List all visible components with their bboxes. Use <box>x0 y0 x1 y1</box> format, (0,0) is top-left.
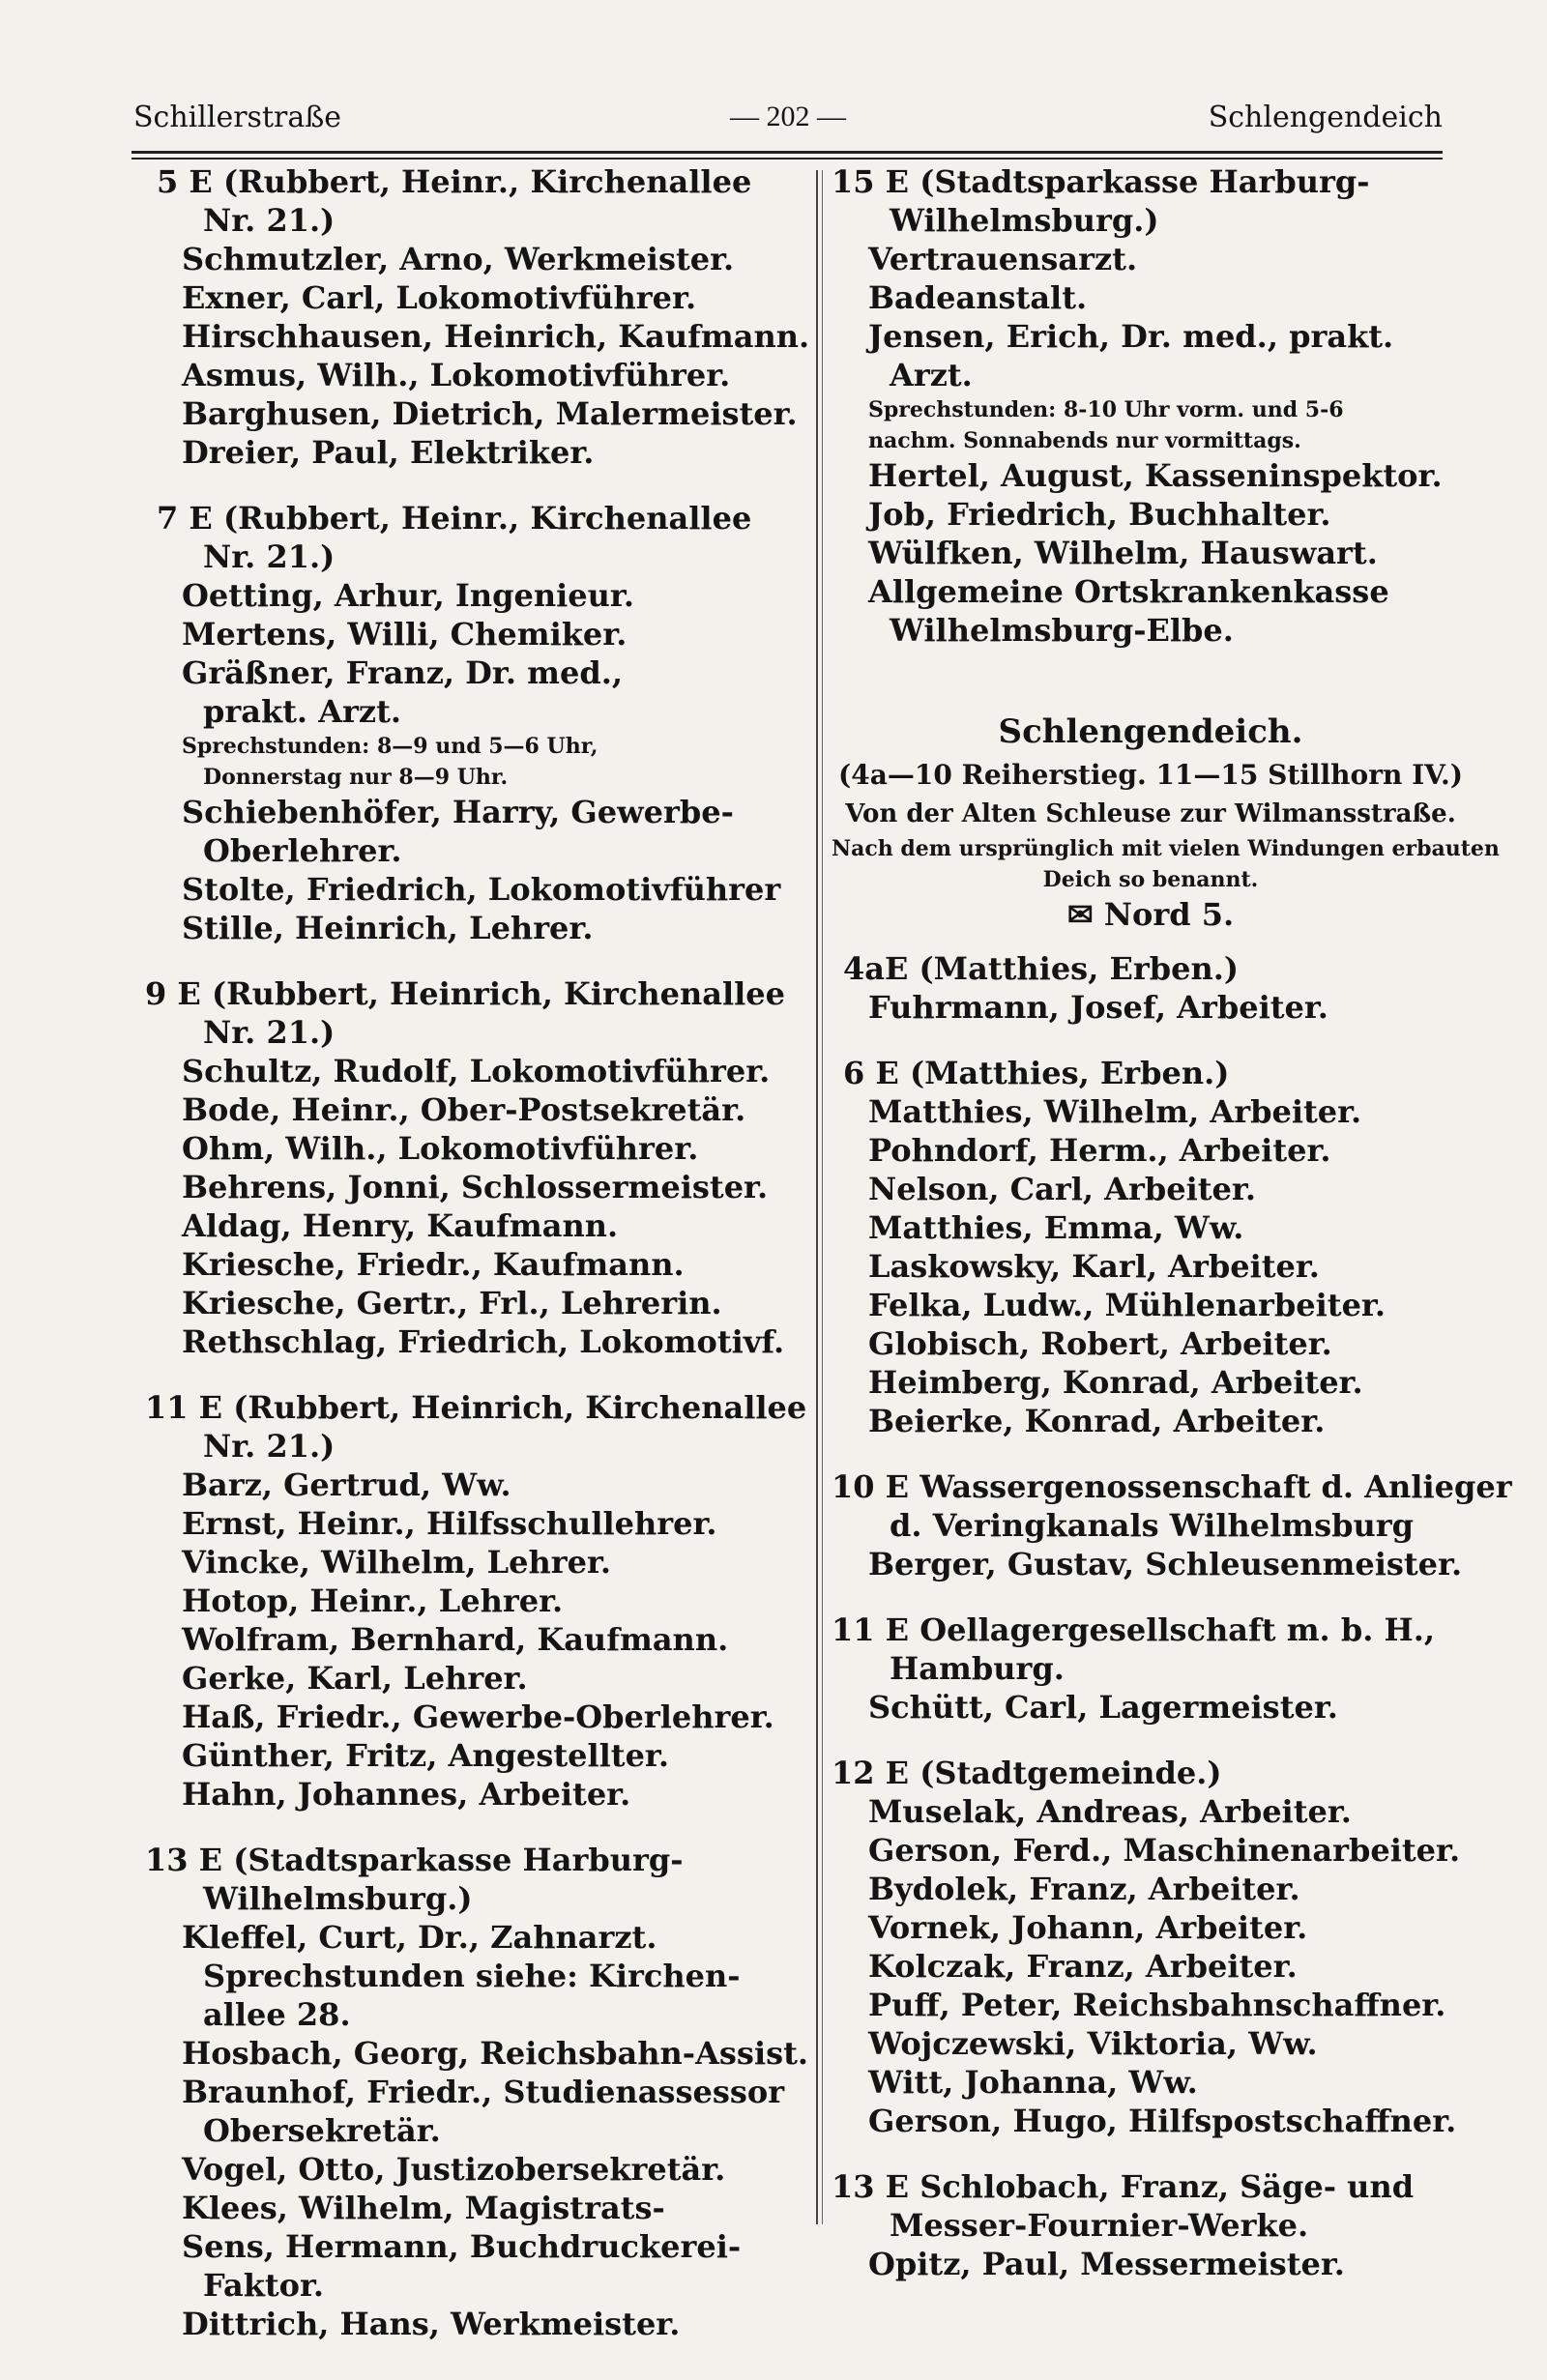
right-column-entries-bottom <box>832 949 1512 2283</box>
page-number: — 202 — <box>730 101 846 132</box>
house-number-line: 13 E (Stadtsparkasse Harburg- <box>145 1842 684 1878</box>
resident-line: Witt, Johanna, Ww. <box>868 2064 1198 2101</box>
resident-line: Nr. 21.) <box>203 1014 336 1051</box>
resident-line: Wolfram, Bernhard, Kaufmann. <box>182 1621 729 1658</box>
resident-line: Vornek, Johann, Arbeiter. <box>868 1909 1308 1946</box>
resident-line: Barz, Gertrud, Ww. <box>182 1466 511 1503</box>
house-entry <box>145 1388 807 1814</box>
resident-line: Hosbach, Georg, Reichsbahn-Assist. <box>182 2035 809 2072</box>
house-entry <box>145 499 781 947</box>
resident-line: Kleffel, Curt, Dr., Zahnarzt. <box>182 1919 657 1956</box>
header-left-street: Schillerstraße <box>133 101 342 134</box>
resident-line: Bode, Heinr., Ober-Postsekretär. <box>182 1091 746 1128</box>
resident-line: Hamburg. <box>890 1650 1065 1687</box>
column-divider <box>816 170 818 2224</box>
page-header <box>133 101 1443 149</box>
resident-line: Nelson, Carl, Arbeiter. <box>868 1171 1256 1207</box>
resident-line: Wülfken, Wilhelm, Hauswart. <box>868 535 1378 571</box>
resident-line: Wilhelmsburg-Elbe. <box>890 612 1234 649</box>
house-entry <box>832 949 1470 1027</box>
house-entry <box>832 1054 1470 1440</box>
resident-line: Stolte, Friedrich, Lokomotivführer <box>182 871 781 908</box>
resident-line: Günther, Fritz, Angestellter. <box>182 1737 669 1774</box>
header-rule-thin <box>131 158 1443 160</box>
resident-line: Bydolek, Franz, Arbeiter. <box>868 1871 1300 1907</box>
house-number-line: 10 E Wassergenossenschaft d. Anlieger <box>832 1468 1512 1505</box>
resident-line: Obersekretär. <box>203 2112 441 2149</box>
resident-line: Rethschlag, Friedrich, Lokomotivf. <box>182 1323 785 1360</box>
resident-line: Gräßner, Franz, Dr. med., <box>182 654 623 691</box>
house-number-line: 6 E (Matthies, Erben.) <box>843 1055 1230 1091</box>
resident-line: Dreier, Paul, Elektriker. <box>182 434 595 471</box>
street-range: (4a—10 Reiherstieg. 11—15 Stillhorn IV.) <box>837 759 1463 791</box>
resident-line: Felka, Ludw., Mühlenarbeiter. <box>868 1287 1386 1323</box>
resident-line: Hertel, August, Kasseninspektor. <box>868 457 1443 494</box>
house-number-line: 9 E (Rubbert, Heinrich, Kirchenallee <box>145 975 785 1012</box>
resident-line: Matthies, Emma, Ww. <box>868 1209 1244 1246</box>
resident-line: Faktor. <box>203 2267 325 2304</box>
resident-line: Barghusen, Dietrich, Malermeister. <box>182 395 798 432</box>
resident-line: Hahn, Johannes, Arbeiter. <box>182 1776 631 1813</box>
resident-line: Vertrauensarzt. <box>868 241 1138 277</box>
house-entry <box>832 2167 1470 2283</box>
resident-line: Berger, Gustav, Schleusenmeister. <box>868 1546 1463 1582</box>
house-entry <box>832 1611 1470 1727</box>
resident-line: Schmutzler, Arno, Werkmeister. <box>182 241 735 277</box>
resident-line: Nr. 21.) <box>203 538 336 575</box>
left-column <box>145 162 810 2343</box>
resident-line: Arzt. <box>890 357 973 393</box>
postal-district: ✉ Nord 5. <box>1066 896 1235 933</box>
resident-line: Sens, Hermann, Buchdruckerei- <box>182 2228 742 2265</box>
right-column <box>832 162 1512 2283</box>
house-number-line: 5 E (Rubbert, Heinr., Kirchenallee <box>157 163 752 200</box>
resident-line: Wojczewski, Viktoria, Ww. <box>868 2025 1318 2062</box>
resident-line: Fuhrmann, Josef, Arbeiter. <box>868 989 1328 1026</box>
resident-line: Klees, Wilhelm, Magistrats- <box>182 2190 665 2226</box>
resident-line: Gerson, Hugo, Hilfspostschaffner. <box>868 2103 1457 2139</box>
street-origin-line-1: Nach dem ursprünglich mit vielen Windungen erbauten <box>832 836 1500 861</box>
resident-line: Puff, Peter, Reichsbahnschaffner. <box>868 1987 1446 2023</box>
office-hours-note: Donnerstag nur 8—9 Uhr. <box>203 765 509 790</box>
resident-line: Jensen, Erich, Dr. med., prakt. <box>868 318 1394 355</box>
resident-line: Schütt, Carl, Lagermeister. <box>868 1689 1338 1726</box>
house-entry <box>145 162 810 472</box>
resident-line: Exner, Carl, Lokomotivführer. <box>182 279 697 316</box>
house-number-line: 12 E (Stadtgemeinde.) <box>832 1755 1222 1791</box>
house-number-line: 13 E Schlobach, Franz, Säge- und <box>832 2168 1415 2205</box>
resident-line: Gerke, Karl, Lehrer. <box>182 1660 528 1697</box>
resident-line: Braunhof, Friedr., Studienassessor <box>182 2074 785 2110</box>
resident-line: Dittrich, Hans, Werkmeister. <box>182 2306 681 2342</box>
resident-line: Sprechstunden siehe: Kirchen- <box>203 1958 741 1994</box>
house-number-line: 11 E (Rubbert, Heinrich, Kirchenallee <box>145 1389 807 1426</box>
resident-line: Messer-Fournier-Werke. <box>890 2207 1309 2244</box>
header-right-street: Schlengendeich <box>1208 101 1443 134</box>
resident-line: Aldag, Henry, Kaufmann. <box>182 1207 619 1244</box>
resident-line: Wilhelmsburg.) <box>890 202 1159 239</box>
house-entry <box>145 1841 809 2343</box>
house-number-line: 15 E (Stadtsparkasse Harburg- <box>832 163 1370 200</box>
resident-line: Heimberg, Konrad, Arbeiter. <box>868 1364 1363 1401</box>
right-column-entries-top <box>832 162 1470 650</box>
house-number-line: 4aE (Matthies, Erben.) <box>843 950 1239 987</box>
resident-line: Oetting, Arhur, Ingenieur. <box>182 577 634 614</box>
resident-line: Job, Friedrich, Buchhalter. <box>868 496 1331 533</box>
resident-line: Schiebenhöfer, Harry, Gewerbe- <box>182 794 734 830</box>
resident-line: Haß, Friedr., Gewerbe-Oberlehrer. <box>182 1698 774 1735</box>
resident-line: Hirschhausen, Heinrich, Kaufmann. <box>182 318 810 355</box>
house-number-line: 7 E (Rubbert, Heinr., Kirchenallee <box>157 500 752 537</box>
resident-line: Nr. 21.) <box>203 1428 336 1465</box>
street-origin-line-2: Deich so benannt. <box>1042 867 1259 892</box>
resident-line: Gerson, Ferd., Maschinenarbeiter. <box>868 1832 1461 1869</box>
office-hours-note: Sprechstunden: 8-10 Uhr vorm. und 5-6 <box>868 397 1344 422</box>
resident-line: Stille, Heinrich, Lehrer. <box>182 910 594 946</box>
house-entry <box>832 1467 1512 1583</box>
resident-line: Globisch, Robert, Arbeiter. <box>868 1325 1332 1362</box>
resident-line: Oberlehrer. <box>203 832 402 869</box>
resident-line: Vincke, Wilhelm, Lehrer. <box>182 1544 611 1581</box>
resident-line: Kriesche, Friedr., Kaufmann. <box>182 1246 685 1283</box>
resident-line: prakt. Arzt. <box>203 693 401 730</box>
resident-line: Beierke, Konrad, Arbeiter. <box>868 1403 1326 1439</box>
resident-line: Nr. 21.) <box>203 202 336 239</box>
street-route: Von der Alten Schleuse zur Wilmansstraße. <box>845 799 1456 828</box>
resident-line: Laskowsky, Karl, Arbeiter. <box>868 1248 1320 1285</box>
office-hours-note: Sprechstunden: 8—9 und 5—6 Uhr, <box>182 734 598 759</box>
header-rule <box>131 151 1443 154</box>
resident-line: Kriesche, Gertr., Frl., Lehrerin. <box>182 1285 722 1321</box>
resident-line: Vogel, Otto, Justizobersekretär. <box>182 2151 726 2188</box>
resident-line: Mertens, Willi, Chemiker. <box>182 616 628 653</box>
resident-line: Pohndorf, Herm., Arbeiter. <box>868 1132 1331 1169</box>
resident-line: Behrens, Jonni, Schlossermeister. <box>182 1169 769 1205</box>
resident-line: Badeanstalt. <box>868 279 1088 316</box>
column-divider-thin <box>822 170 823 2224</box>
resident-line: Muselak, Andreas, Arbeiter. <box>868 1793 1352 1830</box>
house-entry <box>832 1754 1470 2140</box>
resident-line: d. Veringkanals Wilhelmsburg <box>890 1507 1414 1544</box>
house-number-line: 11 E Oellagergesellschaft m. b. H., <box>832 1611 1435 1648</box>
resident-line: allee 28. <box>203 1996 351 2033</box>
resident-line: Ernst, Heinr., Hilfsschullehrer. <box>182 1505 717 1542</box>
resident-line: Schultz, Rudolf, Lokomotivführer. <box>182 1053 771 1089</box>
resident-line: Hotop, Heinr., Lehrer. <box>182 1582 564 1619</box>
resident-line: Matthies, Wilhelm, Arbeiter. <box>868 1093 1362 1130</box>
resident-line: Ohm, Wilh., Lokomotivführer. <box>182 1130 699 1167</box>
resident-line: Asmus, Wilh., Lokomotivführer. <box>182 357 731 393</box>
resident-line: Wilhelmsburg.) <box>203 1880 473 1917</box>
house-entry <box>145 974 785 1361</box>
street-heading: Schlengendeich. <box>998 712 1303 751</box>
resident-line: Allgemeine Ortskrankenkasse <box>868 573 1389 610</box>
office-hours-note: nachm. Sonnabends nur vormittags. <box>868 428 1301 453</box>
resident-line: Kolczak, Franz, Arbeiter. <box>868 1948 1298 1985</box>
resident-line: Opitz, Paul, Messermeister. <box>868 2246 1345 2282</box>
